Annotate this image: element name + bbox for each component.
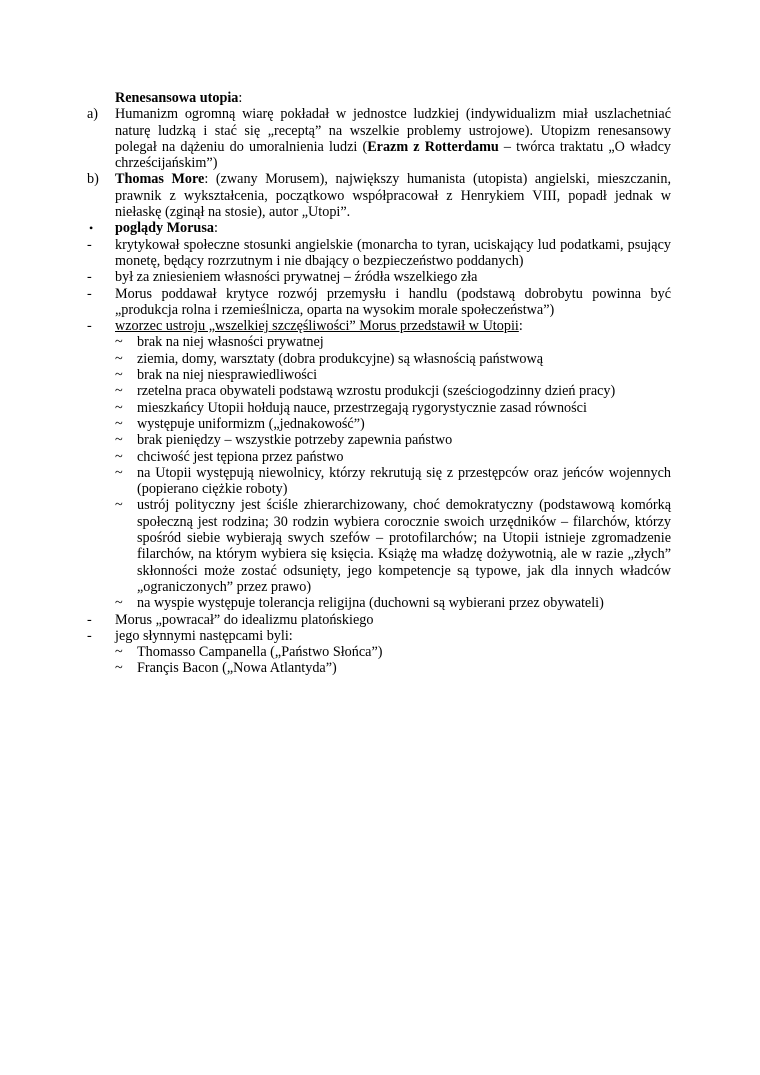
tilde-marker: ~ — [115, 660, 123, 677]
utopia-item-text: ustrój polityczny jest ściśle zhierarchizowany, choć demokratyczny (podstawową komórką społeczną jest rodzina; 30 rodzin wybiera corocznie swoich urzędników – filarchów, którzy spośród siebie wybierają swych szefów – protofilarchów; na Utopii istnieje zgromadzenie filarchów, na którym wybiera się księcia. Książę ma władzę dożywotnią, ale w razie „złych” skłonności może zostać odsunięty, jego kompetencje są typowe, jak dla innych władców „ograniczonych” przez prawo) — [137, 497, 671, 595]
dash-marker: - — [87, 236, 92, 253]
bold-text: Erazm z Rotterdamu — [367, 138, 499, 155]
tilde-marker: ~ — [115, 415, 123, 432]
utopia-item — [87, 595, 671, 611]
underlined-heading: wzorzec ustroju „wszelkiej szczęśliwości” Morus przedstawił w Utopii — [115, 318, 519, 335]
utopia-item-text: występuje uniformizm („jednakowość”) — [137, 415, 365, 432]
bold-text: Thomas More — [115, 171, 205, 188]
utopia-item-text: chciwość jest tępiona przez państwo — [137, 448, 344, 465]
dash-marker: - — [87, 627, 92, 644]
dash-item — [87, 237, 671, 270]
successor-item — [87, 660, 671, 676]
bullet-colon: : — [213, 220, 218, 237]
paragraph-text: Morus poddawał krytyce rozwój przemysłu i handlu (podstawą dobrobytu powinna być „produkcja rolna i rzemieślnicza, oparta na wysokim morale społeczeństwa”) — [115, 285, 671, 318]
dash-marker: - — [87, 611, 92, 628]
bold-text: poglądy Morusa — [115, 220, 214, 237]
paragraph-text: był za zniesieniem własności prywatnej – źródła wszelkiego zła — [115, 269, 478, 286]
list-marker: b) — [87, 171, 99, 188]
successor-text: Françis Bacon („Nowa Atlantyda”) — [137, 660, 337, 677]
tilde-marker: ~ — [115, 464, 123, 481]
utopia-item — [87, 383, 671, 399]
utopia-item — [87, 334, 671, 350]
heading-colon: : — [518, 318, 523, 335]
tilde-marker: ~ — [115, 383, 123, 400]
tilde-marker: ~ — [115, 448, 123, 465]
utopia-item-text: rzetelna praca obywateli podstawą wzrostu produkcji (sześciogodzinny dzień pracy) — [137, 383, 616, 400]
list-item-a — [87, 106, 671, 171]
tilde-marker: ~ — [115, 367, 123, 384]
utopia-item — [87, 400, 671, 416]
paragraph-text: jego słynnymi następcami byli: — [115, 627, 293, 644]
paragraph-text: – twórca traktatu „O władcy chrześcijańskim”) — [115, 138, 671, 172]
successor-text: Thomasso Campanella („Państwo Słońca”) — [137, 644, 383, 661]
section-title-text: Renesansowa utopia — [115, 90, 239, 106]
dash-item — [87, 286, 671, 319]
utopia-item-text: ziemia, domy, warsztaty (dobra produkcyjne) są własnością państwową — [137, 350, 544, 367]
paragraph-text: Morus „powracał” do idealizmu platońskiego — [115, 611, 374, 628]
section-title-colon: : — [238, 90, 243, 106]
dash-item — [87, 628, 671, 644]
utopia-item — [87, 367, 671, 383]
utopia-item-text: brak na niej własności prywatnej — [137, 334, 324, 351]
utopia-item — [87, 416, 671, 432]
dash-item — [87, 612, 671, 628]
dash-marker: - — [87, 269, 92, 286]
utopia-item — [87, 449, 671, 465]
tilde-marker: ~ — [115, 334, 123, 351]
dash-marker: - — [87, 318, 92, 335]
successor-item — [87, 644, 671, 660]
utopia-item-text: na Utopii występują niewolnicy, którzy rekrutują się z przestępców oraz jeńców wojennych (popierano ciężkie roboty) — [137, 464, 671, 498]
bullet-item — [87, 220, 671, 236]
utopia-item-text: brak na niej niesprawiedliwości — [137, 367, 318, 384]
tilde-marker: ~ — [115, 432, 123, 449]
dash-item — [87, 318, 671, 334]
tilde-marker: ~ — [115, 497, 123, 514]
utopia-item — [87, 465, 671, 498]
utopia-item — [87, 497, 671, 595]
tilde-marker: ~ — [115, 644, 123, 661]
paragraph-text: Humanizm ogromną wiarę pokładał w jednostce ludzkiej (indywidualizm miał uszlachetniać naturę ludzką i stać się „receptą” na wszelkie problemy ustrojowe). Utopizm renesansowy polegał na dążeniu do umoralnienia ludzi ( — [115, 106, 671, 155]
tilde-marker: ~ — [115, 399, 123, 416]
dash-item — [87, 269, 671, 285]
utopia-item-text: mieszkańcy Utopii hołdują nauce, przestrzegają rygorystycznie zasad równości — [137, 399, 587, 416]
utopia-item — [87, 432, 671, 448]
utopia-item-text: brak pieniędzy – wszystkie potrzeby zapewnia państwo — [137, 432, 453, 449]
document-content — [87, 90, 671, 677]
utopia-item — [87, 351, 671, 367]
tilde-marker: ~ — [115, 350, 123, 367]
tilde-marker: ~ — [115, 595, 123, 612]
list-marker: a) — [87, 106, 99, 123]
list-item-b — [87, 171, 671, 220]
bullet-icon: • — [89, 221, 94, 236]
paragraph-text: krytykował społeczne stosunki angielskie (monarcha to tyran, uciskający lud podatkami, psujący monetę, będący rozrzutnym i nie dbający o bezpieczeństwo poddanych) — [115, 236, 671, 269]
utopia-item-text: na wyspie występuje tolerancja religijna (duchowni są wybierani przez obywateli) — [137, 595, 604, 612]
paragraph-text: : (zwany Morusem), największy humanista (utopista) angielski, mieszczanin, prawnik z wykształcenia, początkowo współpracował z Henrykiem VIII, popadł jednak w niełaskę (zginął na stosie), autor „Utopi”. — [115, 171, 671, 221]
dash-marker: - — [87, 285, 92, 302]
section-title — [87, 90, 671, 106]
